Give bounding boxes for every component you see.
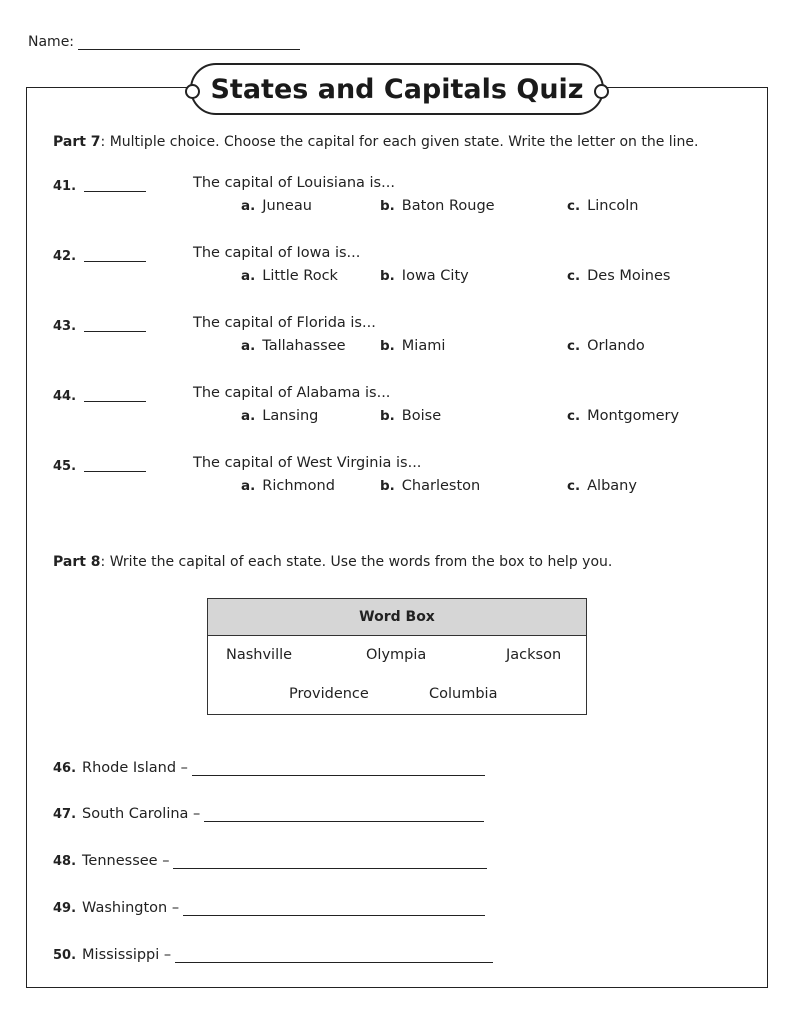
question-text: Mississippi – bbox=[82, 947, 172, 963]
option-b bbox=[380, 478, 480, 494]
option-letter: b. bbox=[380, 338, 395, 354]
option-letter: c. bbox=[567, 478, 581, 494]
question-48 bbox=[53, 853, 487, 869]
page-title: States and Capitals Quiz bbox=[190, 63, 604, 115]
question-number: 45. bbox=[53, 459, 77, 474]
question-text: The capital of Alabama is... bbox=[193, 385, 391, 401]
option-c bbox=[567, 338, 645, 354]
question-number: 43. bbox=[53, 319, 77, 334]
word-box-word: Columbia bbox=[429, 686, 498, 702]
question-text: The capital of Florida is... bbox=[193, 315, 376, 331]
question-47 bbox=[53, 806, 484, 822]
option-letter: b. bbox=[380, 268, 395, 284]
part7-instruction bbox=[53, 134, 698, 150]
question-text: The capital of Louisiana is... bbox=[193, 175, 395, 191]
option-text: Lansing bbox=[262, 408, 319, 424]
question-number: 42. bbox=[53, 249, 77, 264]
answer-line bbox=[192, 761, 485, 776]
question-49 bbox=[53, 900, 485, 916]
word-box bbox=[207, 598, 587, 715]
question-44 bbox=[53, 385, 753, 435]
word-box-word: Providence bbox=[289, 686, 369, 702]
part7-label: Part 7 bbox=[53, 134, 101, 150]
question-number: 49. bbox=[53, 901, 77, 916]
option-text: Des Moines bbox=[587, 268, 671, 284]
option-b bbox=[380, 338, 445, 354]
option-text: Montgomery bbox=[587, 408, 680, 424]
answer-line bbox=[84, 261, 146, 262]
question-text: South Carolina – bbox=[82, 806, 201, 822]
question-text: Washington – bbox=[82, 900, 180, 916]
option-c bbox=[567, 408, 679, 424]
option-a bbox=[241, 338, 346, 354]
option-letter: b. bbox=[380, 478, 395, 494]
option-letter: c. bbox=[567, 408, 581, 424]
option-text: Little Rock bbox=[262, 268, 338, 284]
word-box-word: Olympia bbox=[366, 647, 427, 663]
part7-instruction-text: : Multiple choice. Choose the capital for each given state. Write the letter on the line. bbox=[100, 134, 699, 150]
option-letter: b. bbox=[380, 408, 395, 424]
part8-label: Part 8 bbox=[53, 554, 101, 570]
option-letter: a. bbox=[241, 478, 256, 494]
answer-line bbox=[84, 331, 146, 332]
option-text: Albany bbox=[587, 478, 637, 494]
option-c bbox=[567, 268, 670, 284]
option-c bbox=[567, 478, 637, 494]
question-number: 50. bbox=[53, 948, 77, 963]
option-text: Iowa City bbox=[401, 268, 469, 284]
option-text: Charleston bbox=[401, 478, 481, 494]
question-number: 48. bbox=[53, 854, 77, 869]
part8-instruction bbox=[53, 554, 612, 570]
answer-line bbox=[175, 948, 493, 963]
option-letter: a. bbox=[241, 268, 256, 284]
option-letter: c. bbox=[567, 338, 581, 354]
name-line bbox=[78, 34, 300, 50]
option-letter: a. bbox=[241, 198, 256, 214]
option-text: Richmond bbox=[262, 478, 335, 494]
answer-line bbox=[204, 807, 484, 822]
question-42 bbox=[53, 245, 753, 295]
answer-line bbox=[84, 191, 146, 192]
option-text: Boise bbox=[401, 408, 442, 424]
option-a bbox=[241, 268, 338, 284]
answer-line bbox=[84, 471, 146, 472]
name-field bbox=[28, 34, 300, 50]
option-b bbox=[380, 408, 441, 424]
option-text: Miami bbox=[401, 338, 446, 354]
option-text: Baton Rouge bbox=[401, 198, 495, 214]
question-number: 41. bbox=[53, 179, 77, 194]
question-text: Rhode Island – bbox=[82, 760, 188, 776]
question-46 bbox=[53, 760, 485, 776]
option-letter: c. bbox=[567, 268, 581, 284]
word-box-word: Jackson bbox=[506, 647, 562, 663]
question-50 bbox=[53, 947, 493, 963]
question-number: 44. bbox=[53, 389, 77, 404]
option-letter: b. bbox=[380, 198, 395, 214]
option-text: Orlando bbox=[587, 338, 645, 354]
option-b bbox=[380, 198, 495, 214]
option-a bbox=[241, 408, 318, 424]
option-a bbox=[241, 198, 312, 214]
part8-instruction-text: : Write the capital of each state. Use the words from the box to help you. bbox=[100, 554, 613, 570]
option-a bbox=[241, 478, 335, 494]
option-b bbox=[380, 268, 469, 284]
question-text: The capital of West Virginia is... bbox=[193, 455, 422, 471]
option-text: Lincoln bbox=[587, 198, 639, 214]
question-number: 46. bbox=[53, 761, 77, 776]
question-text: Tennessee – bbox=[82, 853, 170, 869]
option-letter: c. bbox=[567, 198, 581, 214]
option-letter: a. bbox=[241, 338, 256, 354]
option-letter: a. bbox=[241, 408, 256, 424]
option-text: Juneau bbox=[262, 198, 312, 214]
question-41 bbox=[53, 175, 753, 225]
question-45 bbox=[53, 455, 753, 505]
name-label: Name: bbox=[28, 34, 75, 50]
option-c bbox=[567, 198, 639, 214]
question-text: The capital of Iowa is... bbox=[193, 245, 361, 261]
word-box-word: Nashville bbox=[226, 647, 293, 663]
question-43 bbox=[53, 315, 753, 365]
word-box-title: Word Box bbox=[208, 599, 586, 636]
answer-line bbox=[84, 401, 146, 402]
question-number: 47. bbox=[53, 807, 77, 822]
answer-line bbox=[183, 901, 485, 916]
answer-line bbox=[173, 854, 487, 869]
option-text: Tallahassee bbox=[262, 338, 346, 354]
